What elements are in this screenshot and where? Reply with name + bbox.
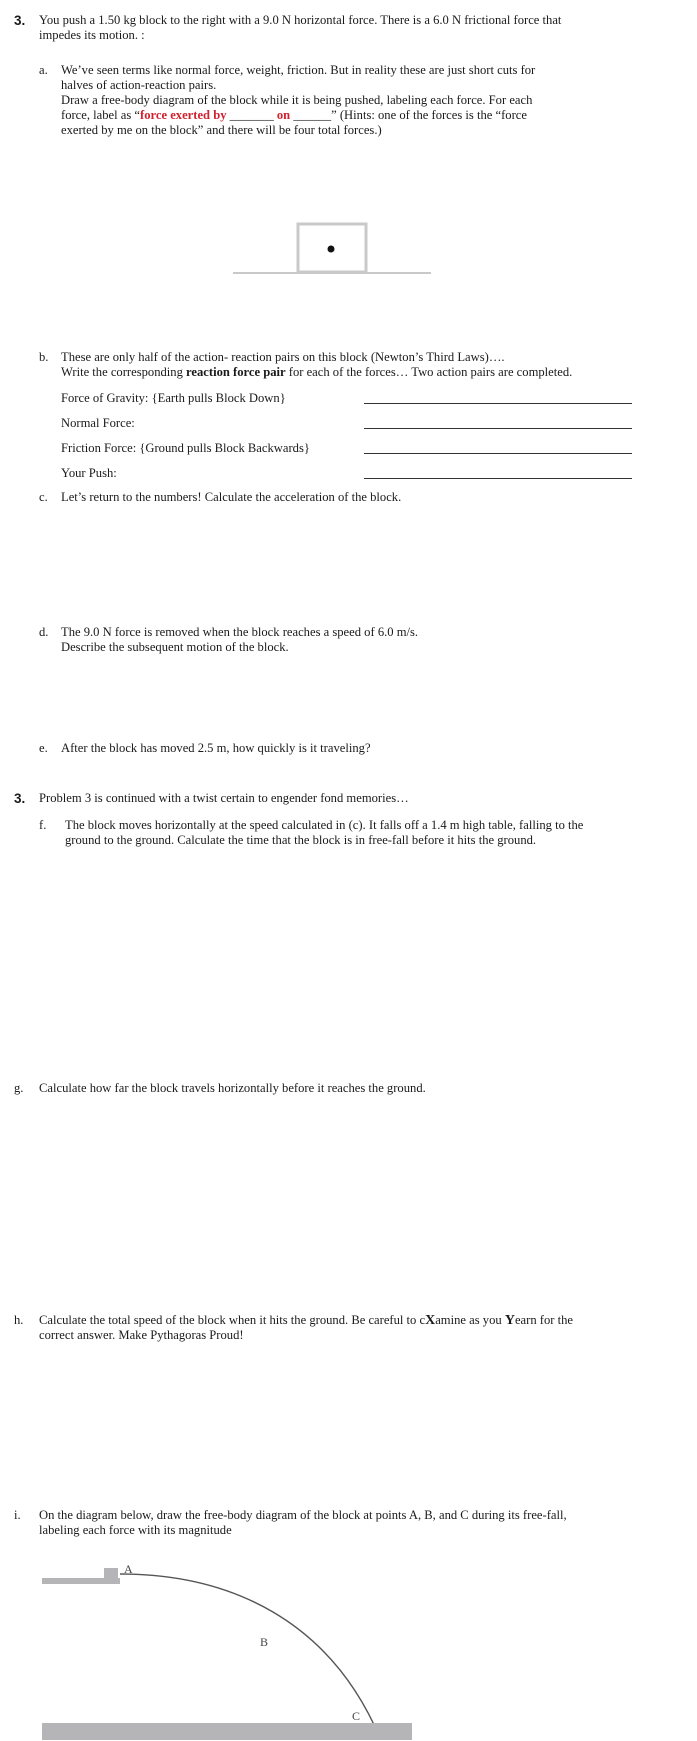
part-f-line-1: The block moves horizontally at the speed calculated in (c). It falls off a 1.4 m high table, falling to the [65,818,584,832]
point-a-label: A [124,1562,133,1576]
part-i-line-2: labeling each force with its magnitude [39,1523,232,1537]
part-b-line-2-end: for each of the forces… Two action pairs are completed. [285,365,573,379]
emphasis-c: c [419,1313,426,1327]
part-f-label: f. [39,818,47,832]
part-a-line-2: halves of action-reaction pairs. [61,78,217,92]
answer-line-push[interactable] [364,478,632,479]
part-b-label: b. [39,350,49,364]
trajectory-diagram [0,1540,697,1740]
part-i-label: i. [14,1508,21,1522]
part-a-line-5: exerted by me on the block” and there will be four total forces.) [61,123,382,137]
part-h-label: h. [14,1313,24,1327]
question-continued-text: Problem 3 is continued with a twist certain to engender fond memories… [39,791,409,805]
reaction-row-normal: Normal Force: [61,416,135,430]
answer-line-gravity[interactable] [364,403,632,404]
question-intro-line-1: You push a 1.50 kg block to the right with a 9.0 N horizontal force. There is a 6.0 N frictional force that [39,13,562,27]
part-i-line-1: On the diagram below, draw the free-body diagram of the block at points A, B, and C during its free-fall, [39,1508,567,1522]
part-b-line-2-start: Write the corresponding [61,365,187,379]
part-a-line-4-start: force, label as “ [61,108,141,122]
blank-1: _______ [229,108,274,122]
block-diagram [225,218,435,280]
part-e-label: e. [39,741,48,755]
force-exerted-by-label: force exerted by [140,108,230,122]
on-label: on [273,108,294,122]
point-b-label: B [260,1635,269,1649]
part-a-line-4-end: ” (Hints: one of the forces is the “force [331,108,527,122]
part-a-line-1: We’ve seen terms like normal force, weight, friction. But in reality these are just short cuts for [61,63,536,77]
point-c-label: C [352,1709,361,1723]
part-f-line-2: ground to the ground. Calculate the time that the block is in free-fall before it hits the ground. [65,833,537,847]
part-d-line-2: Describe the subsequent motion of the block. [61,640,289,654]
part-h-line-1 [39,1313,573,1328]
part-h-line-1-mid: amine as you [435,1313,505,1327]
part-h-line-1-start: Calculate the total speed of the block when it hits the ground. Be careful to [39,1313,420,1327]
part-c-text: Let’s return to the numbers! Calculate the acceleration of the block. [61,490,402,504]
part-a-label: a. [39,63,48,77]
trajectory-curve [120,1574,380,1738]
answer-line-friction[interactable] [364,453,632,454]
part-g-text: Calculate how far the block travels horizontally before it reaches the ground. [39,1081,426,1095]
answer-line-normal[interactable] [364,428,632,429]
reaction-force-pair-text: reaction force pair [186,365,286,379]
question-number: 3. [14,13,26,28]
ground [42,1723,412,1740]
question-intro-line-2: impedes its motion. : [39,28,145,42]
part-h-line-2: correct answer. Make Pythagoras Proud! [39,1328,244,1342]
reaction-row-push: Your Push: [61,466,117,480]
part-c-label: c. [39,490,48,504]
part-b-line-2 [61,365,572,380]
reaction-row-friction: Friction Force: {Ground pulls Block Backwards} [61,441,310,455]
part-g-label: g. [14,1081,24,1095]
emphasis-x: X [425,1313,436,1328]
block-center-dot [328,246,335,253]
part-a-line-4 [61,108,527,123]
emphasis-y: Y [504,1313,515,1328]
part-b-line-1: These are only half of the action- reaction pairs on this block (Newton’s Third Laws)…. [61,350,505,364]
part-e-text: After the block has moved 2.5 m, how quickly is it traveling? [61,741,371,755]
question-number-continued: 3. [14,791,26,806]
part-a-line-3: Draw a free-body diagram of the block while it is being pushed, labeling each force. For each [61,93,533,107]
falling-block [104,1568,118,1584]
reaction-row-gravity: Force of Gravity: {Earth pulls Block Down} [61,391,286,405]
part-h-line-1-end: earn for the [514,1313,573,1327]
blank-2: ______ [293,108,332,122]
part-d-line-1: The 9.0 N force is removed when the block reaches a speed of 6.0 m/s. [61,625,419,639]
part-d-label: d. [39,625,49,639]
